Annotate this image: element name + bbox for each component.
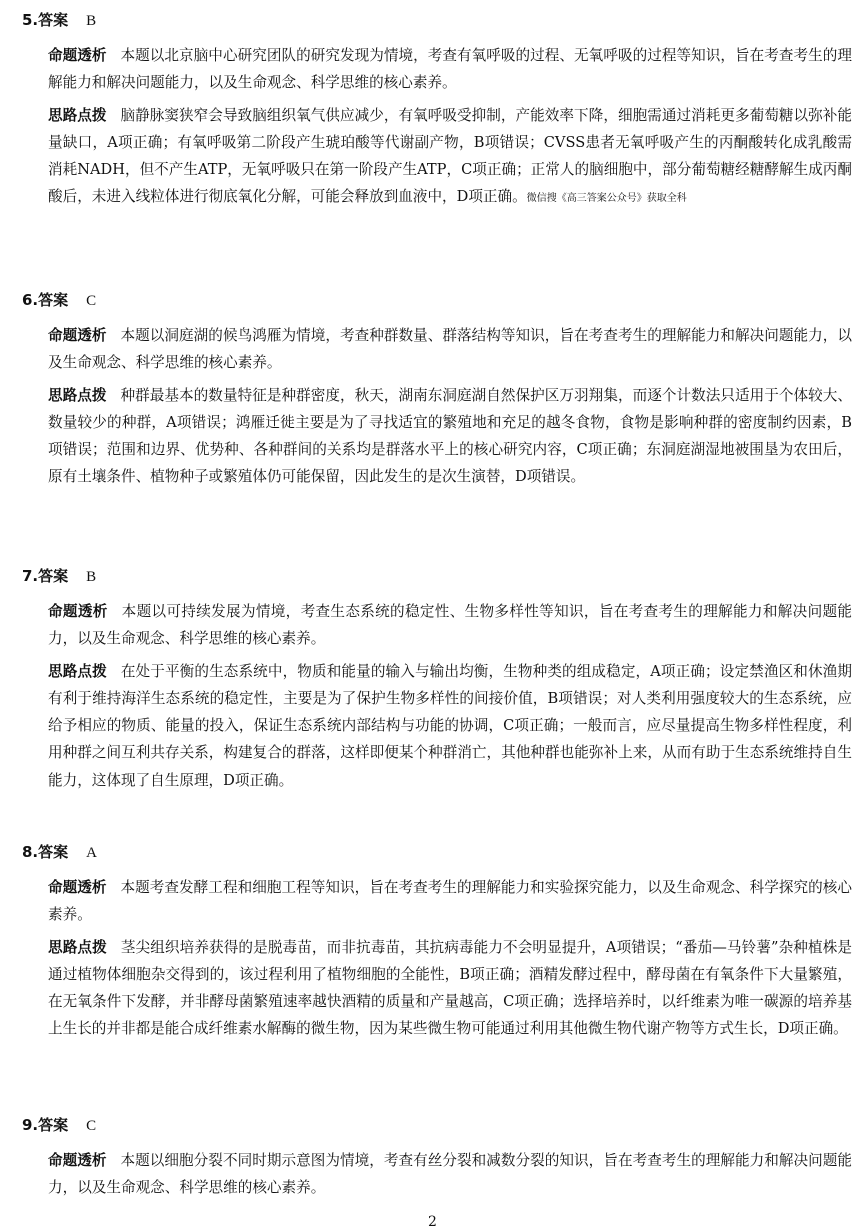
solution-hint xyxy=(48,658,852,794)
answer-letter: A xyxy=(86,845,97,861)
paragraph-tag: 思路点拨 xyxy=(48,662,107,680)
proposition-analysis xyxy=(48,1147,852,1202)
answer-label: 答案 xyxy=(38,291,69,309)
answer-line xyxy=(22,290,852,311)
paragraph-tag: 思路点拨 xyxy=(48,386,107,404)
question-number: 7. xyxy=(22,567,39,585)
paragraph-tag: 思路点拨 xyxy=(48,106,107,124)
answer-letter: C xyxy=(86,1118,97,1134)
paragraph-tag: 命题透析 xyxy=(48,1152,107,1169)
paragraph-text: 本题以细胞分裂不同时期示意图为情境，考查有丝分裂和减数分裂的知识，旨在考查考生的理解能力和解决问题能力，以及生命观念、科学思维的核心素养。 xyxy=(48,1152,852,1197)
answer-line xyxy=(22,1115,852,1136)
proposition-analysis xyxy=(48,874,852,929)
paragraph-text: 本题考查发酵工程和细胞工程等知识，旨在考查考生的理解能力和实验探究能力，以及生命观念、科学探究的核心素养。 xyxy=(48,879,852,924)
solution-hint xyxy=(48,102,852,213)
question-number: 9. xyxy=(22,1116,39,1134)
proposition-analysis xyxy=(48,322,852,377)
question-8 xyxy=(22,842,852,1043)
page-number: 2 xyxy=(428,1214,437,1230)
paragraph-text: 本题以可持续发展为情境，考查生态系统的稳定性、生物多样性等知识，旨在考查考生的理解能力和解决问题能力，以及生命观念、科学思维的核心素养。 xyxy=(48,603,852,648)
paragraph-tag: 命题透析 xyxy=(48,879,107,896)
paragraph-text: 脑静脉窦狭窄会导致脑组织氧气供应减少，有氧呼吸受抑制，产能效率下降，细胞需通过消耗更多葡萄糖以弥补能量缺口，A项正确；有氧呼吸第二阶段产生琥珀酸等代谢副产物，B项错误；CVSS患者无氧呼吸产生的丙酮酸转化成乳酸需消耗NADH，但不产生ATP，无氧呼吸只在第一阶段产生ATP，C项正确；正常人的脑细胞中，部分葡萄糖经糖酵解生成丙酮酸后，未进入线粒体进行彻底氧化分解，可能会释放到血液中，D项正确。 xyxy=(48,106,852,206)
paragraph-text: 种群最基本的数量特征是种群密度，秋天，湖南东洞庭湖自然保护区万羽翔集，而逐个计数法只适用于个体较大、数量较少的种群，A项错误；鸿雁迁徙主要是为了寻找适宜的繁殖地和充足的越冬食物，食物是影响种群的密度制约因素，B项错误；范围和边界、优势种、各种群间的关系均是群落水平上的核心研究内容，C项正确；东洞庭湖湿地被围垦为农田后，原有土壤条件、植物种子或繁殖体仍可能保留，因此发生的是次生演替，D项错误。 xyxy=(48,386,852,486)
answer-label: 答案 xyxy=(38,843,69,861)
paragraph-text: 在处于平衡的生态系统中，物质和能量的输入与输出均衡，生物种类的组成稳定，A项正确；设定禁渔区和休渔期有利于维持海洋生态系统的稳定性，主要是为了保护生物多样性的间接价值，B项错误；对人类利用强度较大的生态系统，应给予相应的物质、能量的投入，保证生态系统内部结构与功能的协调，C项正确；一般而言，应尽量提高生物多样性程度，利用种群之间互利共存关系，构建复合的群落，这样即便某个种群消亡，其他种群也能弥补上来，从而有助于生态系统维持自生能力，这体现了自生原理，D项正确。 xyxy=(48,662,852,789)
question-number: 6. xyxy=(22,291,39,309)
paragraph-text: 本题以洞庭湖的候鸟鸿雁为情境，考查种群数量、群落结构等知识，旨在考查考生的理解能力和解决问题能力，以及生命观念、科学思维的核心素养。 xyxy=(48,327,852,372)
proposition-analysis xyxy=(48,42,852,97)
answer-label: 答案 xyxy=(38,1116,69,1134)
answer-letter: B xyxy=(86,569,97,585)
paragraph-tag: 思路点拨 xyxy=(48,938,107,956)
paragraph-text: 本题以北京脑中心研究团队的研究发现为情境，考查有氧呼吸的过程、无氧呼吸的过程等知识，旨在考查考生的理解能力和解决问题能力，以及生命观念、科学思维的核心素养。 xyxy=(48,47,852,92)
question-5 xyxy=(22,10,852,213)
question-number: 8. xyxy=(22,843,39,861)
answer-label: 答案 xyxy=(38,567,69,585)
paragraph-text: 茎尖组织培养获得的是脱毒苗，而非抗毒苗，其抗病毒能力不会明显提升，A项错误；“番茄—马铃薯”杂种植株是通过植物体细胞杂交得到的，该过程利用了植物细胞的全能性，B项正确；酒精发酵过程中，酵母菌在有氧条件下大量繁殖，在无氧条件下发酵，并非酵母菌繁殖速率越快酒精的质量和产量越高，C项正确；选择培养时，以纤维素为唯一碳源的培养基上生长的并非都是能合成纤维素水解酶的微生物，因为某些微生物可能通过利用其他微生物代谢产物等方式生长，D项正确。 xyxy=(48,938,852,1038)
question-6 xyxy=(22,290,852,491)
paragraph-tag: 命题透析 xyxy=(48,327,107,344)
proposition-analysis xyxy=(48,598,852,653)
answer-label: 答案 xyxy=(38,11,69,29)
solution-hint xyxy=(48,382,852,491)
question-9 xyxy=(22,1115,852,1202)
answer-letter: B xyxy=(86,13,97,29)
solution-hint xyxy=(48,934,852,1043)
answer-line xyxy=(22,566,852,587)
question-7 xyxy=(22,566,852,794)
answer-line xyxy=(22,10,852,31)
paragraph-tag: 命题透析 xyxy=(48,47,107,64)
paragraph-tag: 命题透析 xyxy=(48,603,108,620)
question-number: 5. xyxy=(22,11,39,29)
answer-line xyxy=(22,842,852,863)
answer-letter: C xyxy=(86,293,97,309)
watermark-note: 微信搜《高三答案公众号》获取全科 xyxy=(526,193,687,205)
